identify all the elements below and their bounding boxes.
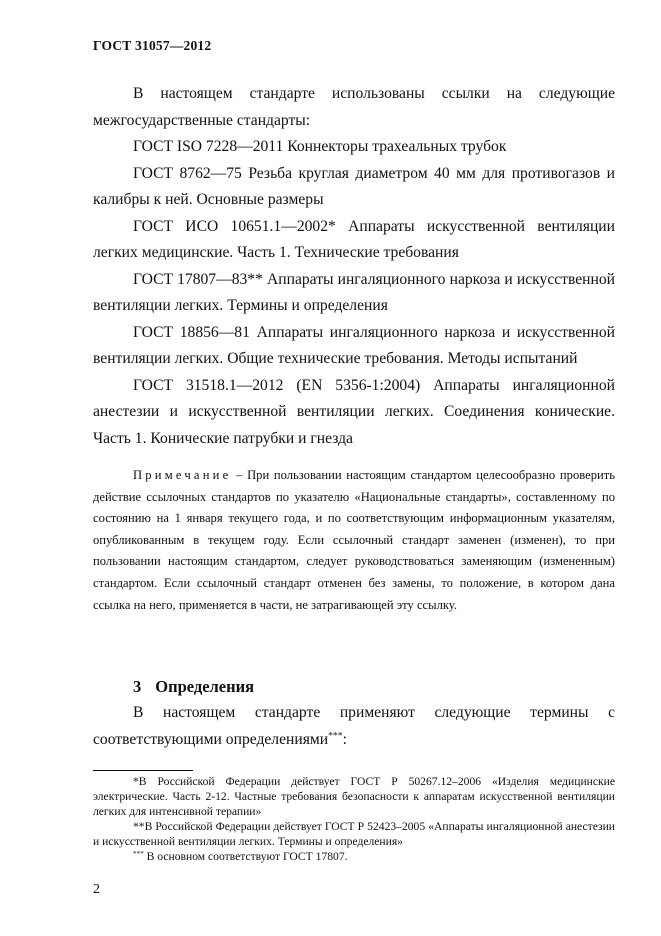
intro-paragraph: В настоящем стандарте использованы ссылки на следующие межгосударственные стандарты: bbox=[93, 85, 615, 129]
reference-item: ГОСТ 8762—75 Резьба круглая диаметром 40 мм для противогазов и калибры к ней. Основные размеры bbox=[93, 164, 615, 208]
section-number: 3 bbox=[133, 677, 142, 696]
note-label: Примечание bbox=[133, 468, 232, 482]
footnote-text: *В Российской Федерации действует ГОСТ Р 50267.12–2006 «Изделия медицинские электрические. Часть 2-12. Частные требования безопасности к аппаратам искусственной вентиляции легких для интенсивной терапии» bbox=[93, 775, 615, 818]
footnote bbox=[93, 819, 615, 849]
running-header: ГОСТ 31057—2012 bbox=[93, 38, 212, 53]
reference-item: ГОСТ ISO 7228—2011 Коннекторы трахеальных трубок bbox=[133, 138, 507, 155]
footnote-text: **В Российской Федерации действует ГОСТ Р 52423–2005 «Аппараты ингаляционной анестезии и искусственной вентиляции легких. Термины и определения» bbox=[93, 820, 615, 848]
footnote-text: В основном соответствуют ГОСТ 17807. bbox=[143, 850, 348, 863]
footnote-mark: *** bbox=[328, 730, 343, 742]
reference-item: ГОСТ 18856—81 Аппараты ингаляционного наркоза и искусственной вентиляции легких. Общие технические требования. Методы испытаний bbox=[93, 323, 615, 367]
footnote-divider bbox=[93, 770, 193, 771]
footnote-mark: *** bbox=[133, 850, 144, 859]
reference-item: ГОСТ 31518.1—2012 (EN 5356-1:2004) Аппараты ингаляционной анестезии и искусственной вентиляции легких. Соединения конические. Часть 1. Конические патрубки и гнезда bbox=[93, 376, 615, 447]
footnote bbox=[93, 849, 615, 864]
footnotes bbox=[93, 774, 615, 864]
reference-item: ГОСТ ИСО 10651.1—2002* Аппараты искусственной вентиляции легких медицинские. Часть 1. Технические требования bbox=[93, 217, 615, 261]
section-text-end: : bbox=[342, 730, 347, 748]
reference-item: ГОСТ 17807—83** Аппараты ингаляционного наркоза и искусственной вентиляции легких. Термины и определения bbox=[93, 270, 615, 314]
section-title: Определения bbox=[155, 677, 255, 696]
section-paragraph bbox=[93, 700, 615, 753]
page-number: 2 bbox=[93, 882, 100, 897]
section-heading bbox=[133, 677, 254, 697]
note-block bbox=[93, 465, 615, 616]
normative-references bbox=[93, 81, 615, 452]
note-text: – При пользовании настоящим стандартом целесообразно проверить действие ссылочных стандартов по указателю «Национальные стандарты», составленному по состоянию на 1 января текущего года, и по соответствующим информационным указателям, опубликованным в текущем году. Если ссылочный стандарт заменен (изменен), то при пользовании настоящим стандартом, следует руководствоваться заменяющим (измененным) стандартом. Если ссылочный стандарт отменен без замены, то положение, в котором дана ссылка на него, применяется в части, не затрагивающей эту ссылку. bbox=[93, 468, 616, 612]
section-body bbox=[93, 700, 615, 753]
footnote bbox=[93, 774, 615, 819]
section-text: В настоящем стандарте применяют следующие термины с соответствующими определениями bbox=[93, 704, 615, 748]
